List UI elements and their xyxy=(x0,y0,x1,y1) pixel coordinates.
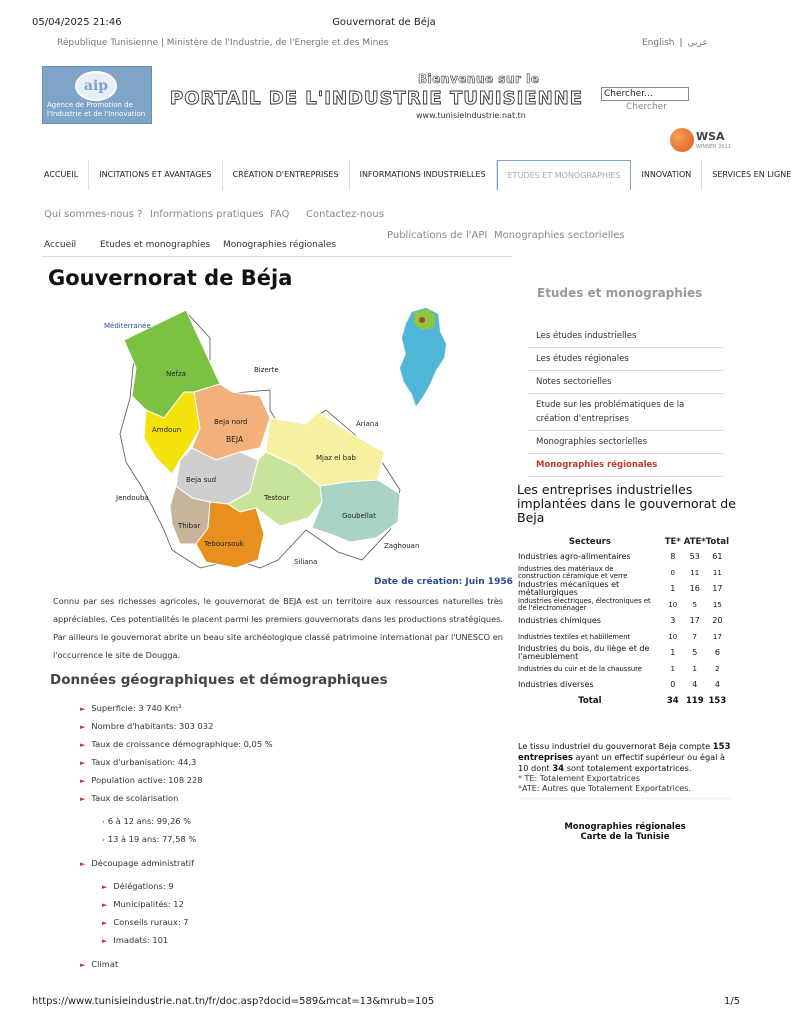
wsa-title: WSA xyxy=(696,130,725,143)
sidebar-item-monographies-sectorielles[interactable]: Monographies sectorielles xyxy=(528,431,724,454)
table-row: Industries textiles et habillement 10 7 17 xyxy=(518,632,722,641)
bullet-delegations: ► Délégations: 9 xyxy=(102,881,174,891)
arrow-icon: ► xyxy=(80,777,86,785)
label-sea: Méditerranée xyxy=(104,322,151,330)
wsa-subtitle: WINNER 2011 xyxy=(696,144,731,150)
sidebar-item-problematiques[interactable]: Etude sur les problématiques de la création d'entreprises xyxy=(528,394,724,431)
label-bizerte: Bizerte xyxy=(254,366,279,374)
label-beja: BEJA xyxy=(226,435,244,444)
intro-paragraph: Connu par ses richesses agricoles, le gouvernorat de BEJA est un territoire aux ressources naturelles très appréciables. Ces potentialités le placent parmi les premiers gouvernorats dans les productions stratégiques. Par ailleurs le gouvernorat abrite un beau site archéologique classé patrimoine international par l'UNESCO en l'occurrence le site de Dougga. xyxy=(53,596,503,660)
page-title: Gouvernorat de Béja xyxy=(48,266,293,290)
beja-map xyxy=(100,298,462,576)
banner-welcome: Bienvenue sur le xyxy=(418,72,540,86)
label-goubellat: Goubellat xyxy=(342,512,376,520)
bullet-active: ► Population active: 108 228 xyxy=(80,775,203,785)
arrow-icon: ► xyxy=(80,705,86,713)
search-input[interactable]: Chercher... xyxy=(601,87,689,101)
arrow-icon: ► xyxy=(80,723,86,731)
bullet-urbanisation: ► Taux d'urbanisation: 44,3 xyxy=(80,757,197,767)
globe-icon xyxy=(670,128,694,152)
table-row: Industries chimiques 3 17 20 xyxy=(518,616,723,625)
arrow-icon: ► xyxy=(80,961,86,969)
arrow-icon: ► xyxy=(102,919,108,927)
creation-date: Date de création: Juin 1956 xyxy=(374,577,513,587)
label-siliana: Siliana xyxy=(294,558,318,566)
sidebar-item-notes-sectorielles[interactable]: Notes sectorielles xyxy=(528,371,724,394)
ministry-link[interactable]: République Tunisienne | Ministère de l'Industrie, de l'Energie et des Mines xyxy=(57,38,389,48)
arrow-icon: ► xyxy=(102,901,108,909)
arrow-icon: ► xyxy=(102,937,108,945)
enterprises-heading: Les entreprises industrielles implantées dans le gouvernorat de Beja xyxy=(517,482,736,525)
note-ate: *ATE: Autres que Totalement Exportatrices. xyxy=(518,784,691,793)
logo-mark: aip xyxy=(75,71,117,101)
bullet-croissance: ► Taux de croissance démographique: 0,05 % xyxy=(80,739,273,749)
bullet-habitants: ► Nombre d'habitants: 303 032 xyxy=(80,721,214,731)
bullet-scol-13-19: › 13 à 19 ans: 77,58 % xyxy=(102,834,197,844)
label-beja-sud: Beja sud xyxy=(186,476,217,484)
logo-text: Agence de Promotion de l'Industrie et de l'Innovation xyxy=(47,101,146,118)
subnav-qui[interactable]: Qui sommes-nous ? xyxy=(44,209,143,220)
table-row: Industries du bois, du liège et de l'ameublement 1 5 6 xyxy=(518,644,720,661)
breadcrumb-accueil[interactable]: Accueil xyxy=(44,240,77,250)
nav-informations[interactable]: INFORMATIONS INDUSTRIELLES xyxy=(350,160,497,190)
table-row: Industries des matériaux de construction céramique et verre 0 11 11 xyxy=(518,565,722,580)
table-row: Industries mécaniques et métallurgiques 1 16 17 xyxy=(518,580,723,597)
arrow-icon: ► xyxy=(80,860,86,868)
sidebar-item-etudes-regionales[interactable]: Les études régionales xyxy=(528,348,724,371)
sidebar-item-etudes-industrielles[interactable]: Les études industrielles xyxy=(528,325,724,348)
breadcrumb-divider xyxy=(42,256,512,257)
enterprises-table xyxy=(518,534,729,709)
col-secteurs: Secteurs xyxy=(568,536,611,547)
subnav-infos[interactable]: Informations pratiques xyxy=(150,209,264,220)
table-header-row xyxy=(518,534,729,549)
link-monographies-regionales[interactable]: Monographies régionales xyxy=(564,822,686,832)
lang-separator: | xyxy=(679,38,683,48)
sidebar-list xyxy=(528,325,724,477)
nav-accueil[interactable]: ACCUEIL xyxy=(38,160,89,190)
bullet-conseils: ► Conseils ruraux: 7 xyxy=(102,917,189,927)
breadcrumb-etudes[interactable]: Etudes et monographies xyxy=(100,240,211,250)
nav-creation[interactable]: CRÉATION D'ENTREPRISES xyxy=(223,160,350,190)
arrow-icon: ► xyxy=(102,883,108,891)
link-publications[interactable]: Publications de l'API xyxy=(387,230,488,241)
label-nefza: Nefza xyxy=(166,370,186,378)
wsa-award xyxy=(670,128,734,156)
print-page-number: 1/5 xyxy=(724,996,741,1007)
subnav-contact[interactable]: Contactez-nous xyxy=(306,209,384,220)
print-title: Gouvernorat de Béja xyxy=(332,17,436,28)
tunisia-inset-marker xyxy=(419,317,425,323)
nav-etudes[interactable]: ETUDES ET MONOGRAPHIES xyxy=(497,160,632,190)
label-amdoun: Amdoun xyxy=(152,426,182,434)
col-ate: ATE* xyxy=(683,536,706,547)
main-nav xyxy=(38,160,801,190)
arrow-icon: › xyxy=(102,836,105,844)
table-row: Industries du cuir et de la chaussure 1 1 2 xyxy=(518,664,720,673)
banner-title: PORTAIL DE L'INDUSTRIE TUNISIENNE xyxy=(170,88,583,109)
bullet-scolarisation: ► Taux de scolarisation xyxy=(80,793,179,803)
bullet-superficie: ► Superficie: 3 740 Km² xyxy=(80,703,182,713)
table-row: Industries électriques, électroniques et de l'électroménager 10 5 15 xyxy=(518,597,722,612)
col-total: Total xyxy=(705,536,729,547)
section-heading-geo: Données géographiques et démographiques xyxy=(50,672,388,688)
search-button[interactable]: Chercher xyxy=(626,102,667,112)
industrial-summary: Le tissu industriel du gouvernorat Beja compte 153 entreprises ayant un effectif supérieur ou égal à 10 dont 34 sont totalement exportatrices. * TE: Totalement Exportatrices *ATE: Autres que Totalement Exportatrices. xyxy=(518,741,738,794)
bullet-imadats: ► Imadats: 101 xyxy=(102,935,169,945)
table-row: Industries agro-alimentaires 8 53 61 xyxy=(518,552,723,561)
print-datetime: 05/04/2025 21:46 xyxy=(32,17,122,28)
label-teboursouk: Teboursouk xyxy=(204,540,244,548)
label-beja-nord: Beja nord xyxy=(214,418,248,426)
label-thibar: Thibar xyxy=(178,522,201,530)
col-te: TE* xyxy=(664,536,681,547)
region-goubellat xyxy=(312,480,400,542)
arrow-icon: ► xyxy=(80,795,86,803)
bullet-scol-6-12: › 6 à 12 ans: 99,26 % xyxy=(102,816,192,826)
monographies-links xyxy=(518,822,732,842)
arrow-icon: ► xyxy=(80,741,86,749)
sidebar-divider xyxy=(518,798,732,799)
nav-incitations[interactable]: INCITATIONS ET AVANTAGES xyxy=(89,160,222,190)
subnav-faq[interactable]: FAQ xyxy=(270,209,290,220)
arrow-icon: ► xyxy=(80,759,86,767)
table-row: Industries diverses 0 4 4 xyxy=(518,680,720,689)
bullet-climat: ► Climat xyxy=(80,959,119,969)
table-total-row: Total 34 119 153 xyxy=(578,696,727,706)
nav-innovation[interactable]: INNOVATION xyxy=(631,160,702,190)
link-monographies-sectorielles[interactable]: Monographies sectorielles xyxy=(494,230,625,241)
link-carte-tunisie[interactable]: Carte de la Tunisie xyxy=(580,832,670,842)
api-logo[interactable] xyxy=(42,66,152,124)
language-switch xyxy=(642,38,708,48)
nav-services[interactable]: SERVICES EN LIGNE xyxy=(712,170,792,179)
label-testour: Testour xyxy=(264,494,290,502)
breadcrumb-monographies[interactable]: Monographies régionales xyxy=(223,240,337,250)
note-te: * TE: Totalement Exportatrices xyxy=(518,774,641,783)
label-mjaz-el-bab: Mjaz el bab xyxy=(316,454,356,462)
lang-english-link[interactable]: English xyxy=(642,38,675,48)
lang-arabic-link[interactable]: عربي xyxy=(687,38,708,48)
print-url: https://www.tunisieindustrie.nat.tn/fr/doc.asp?docid=589&mcat=13&mrub=105 xyxy=(32,996,435,1007)
label-ariana: Ariana xyxy=(356,420,379,428)
label-jendouba: Jendouba xyxy=(116,494,149,502)
bullet-decoupage: ► Découpage administratif xyxy=(80,858,194,868)
sidebar-heading: Etudes et monographies xyxy=(537,286,703,300)
arrow-icon: › xyxy=(102,818,105,826)
bullet-municipalites: ► Municipalités: 12 xyxy=(102,899,184,909)
banner-url: www.tunisieindustrie.nat.tn xyxy=(416,111,526,120)
label-zaghouan: Zaghouan xyxy=(384,542,420,550)
sidebar-item-monographies-regionales[interactable]: Monographies régionales xyxy=(528,454,724,477)
